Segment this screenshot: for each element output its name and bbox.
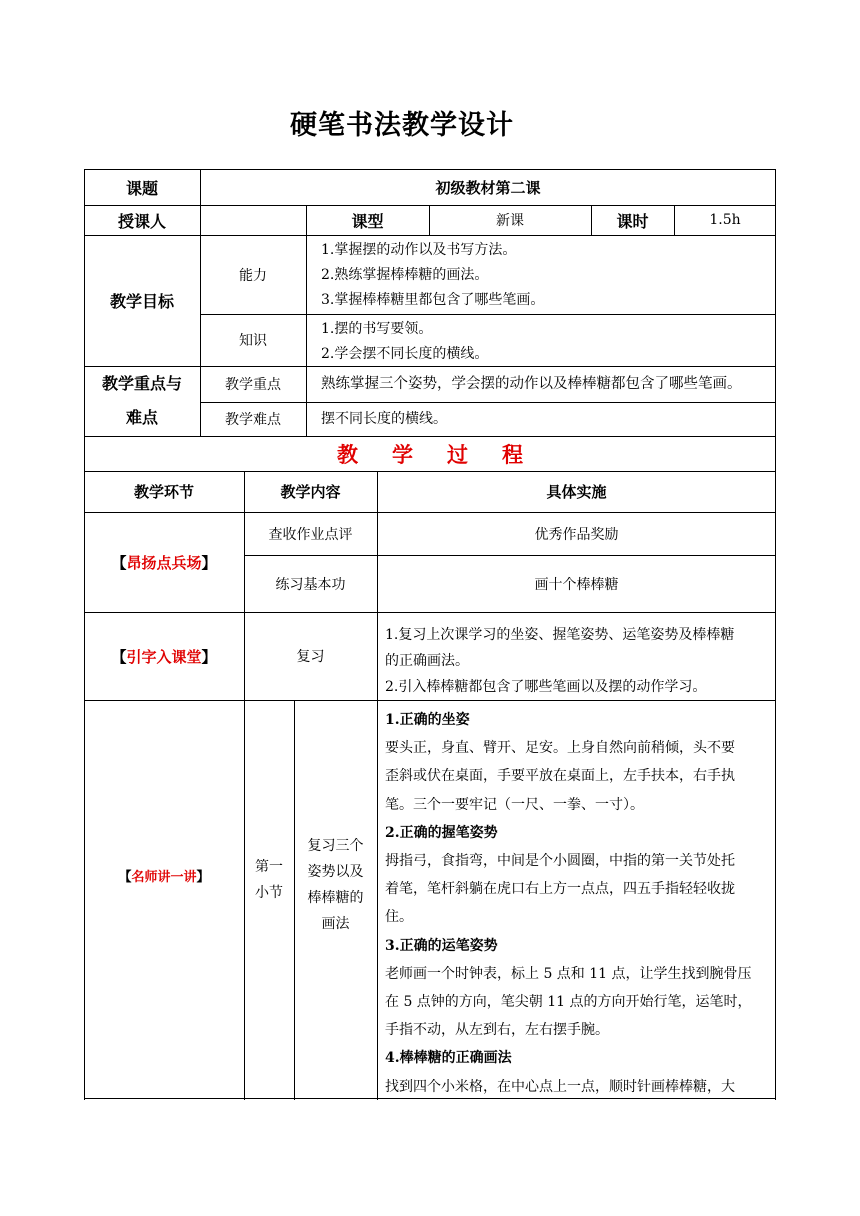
- teacher-label: 授课人: [117, 211, 166, 231]
- ability-list: [321, 238, 771, 313]
- impl-subheading: 1.正确的坐姿: [385, 712, 470, 728]
- knowledge-item: 2.学会摆不同长度的横线。: [321, 346, 489, 362]
- ability-item: 2.熟练掌握棒棒糖的画法。: [321, 267, 489, 283]
- difficulty-text: 摆不同长度的横线。: [321, 411, 447, 427]
- section-label: 第一 小节: [255, 859, 283, 901]
- stage-content: 查收作业点评: [268, 526, 353, 543]
- page-title: 硬笔书法教学设计: [290, 110, 514, 141]
- focus-label: 教学重点: [225, 377, 281, 393]
- topic-label: 课题: [125, 179, 158, 198]
- process-heading: 教 学 过 程: [337, 441, 523, 467]
- topic-value: 初级教材第二课: [435, 179, 541, 197]
- stage-content: 复习三个 姿势以及 棒棒糖的 画法: [307, 838, 364, 932]
- impl-subheading: 4.棒棒糖的正确画法: [385, 1050, 512, 1067]
- knowledge-list: [321, 317, 771, 367]
- col-stage-header: 教学环节: [133, 483, 194, 501]
- stage-impl: 1.复习上次课学习的坐姿、握笔姿势、运笔姿势及棒棒糖 的正确画法。 2.引入棒棒糖都包含了哪些笔画以及摆的动作学习。: [385, 627, 735, 695]
- ability-item: 3.掌握棒棒糖里都包含了哪些笔画。: [321, 292, 545, 308]
- impl-subheading: 3.正确的运笔姿势: [385, 937, 498, 954]
- grid-line: [306, 205, 307, 436]
- knowledge-label: 知识: [239, 333, 267, 349]
- grid-line: [775, 170, 776, 1100]
- col-impl-header: 具体实施: [546, 483, 607, 501]
- difficulty-label: 教学难点: [225, 412, 281, 428]
- stage-content: 复习: [296, 649, 325, 665]
- stage-impl: 画十个棒棒糖: [534, 576, 619, 593]
- stage-impl: 优秀作品奖励: [534, 526, 619, 543]
- stage-name: 【 昂扬点兵场 】: [111, 553, 217, 572]
- stage-impl: 1.正确的坐姿 要头正，身直、臂开、足安。上身自然向前稍倾，头不要 歪斜或伏在桌面，手要平放在桌面上，左手扶本，右手执 笔。三个一要牢记（一尺、一拳、一寸）。 2.正确的握笔姿势 拇指弓，食指弯，中间是个小圆圈，中指的第一关节处托 着笔，笔杆斜躺在虎口右上方一点点，四五手指轻轻收拢 住。 3.正确的运笔姿势 老师画一个时钟表，标上 5 点和 11 点，让学生找到腕骨压 在 5 点钟的方向，笔尖朝 11 点的方向开始行笔，运笔时， 手指不动，从左到右，左右摆手腕。 4.棒棒糖的正确画法 找到四个小米格，在中心点上一点，顺时针画棒棒糖，大: [385, 706, 771, 1101]
- stage-content: 练习基本功: [275, 576, 346, 593]
- stage-name: 【 名师讲一讲 】: [118, 869, 210, 885]
- stage-name: 【 引字入课堂 】: [111, 647, 217, 666]
- col-content-header: 教学内容: [280, 483, 341, 501]
- focus-text: 熟练掌握三个姿势，学会摆的动作以及棒棒糖都包含了哪些笔画。: [321, 376, 742, 392]
- lesson-type-value: 新课: [496, 213, 524, 229]
- key-points-label: 教学重点与 难点: [101, 374, 182, 427]
- goals-label: 教学目标: [109, 292, 174, 311]
- class-hours-value: 1.5h: [709, 212, 741, 228]
- lesson-plan-table: [84, 169, 776, 1099]
- lesson-type-label: 课型: [351, 211, 384, 231]
- ability-label: 能力: [239, 267, 267, 284]
- class-hours-label: 课时: [616, 211, 649, 231]
- teacher-value: [200, 205, 306, 235]
- ability-item: 1.掌握摆的动作以及书写方法。: [321, 242, 517, 258]
- impl-subheading: 2.正确的握笔姿势: [385, 824, 498, 841]
- knowledge-item: 1.摆的书写要领。: [321, 321, 433, 337]
